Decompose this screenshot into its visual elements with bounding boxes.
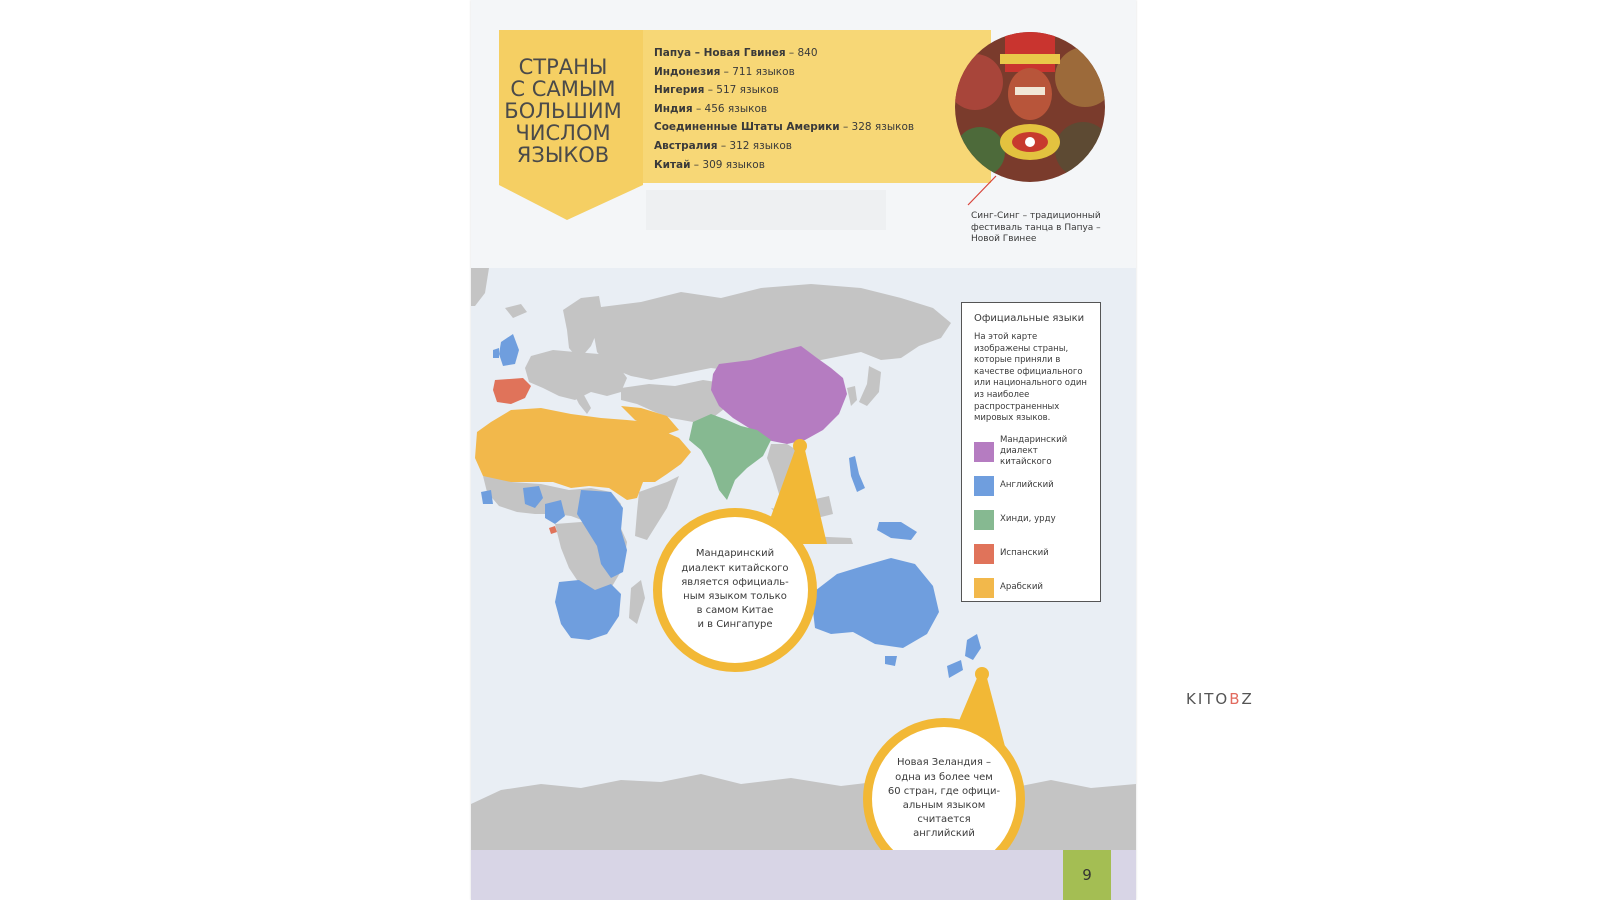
page-number: 9 (1063, 850, 1111, 900)
legend-label: Английский (1000, 480, 1054, 491)
title-line: ЯЗЫКОВ (516, 143, 610, 167)
legend-label: Хинди, урду (1000, 514, 1056, 525)
legend-item-hindi-urdu (974, 503, 1088, 537)
legend-swatch (974, 476, 994, 496)
legend-item-mandarin (974, 435, 1088, 469)
title-line: БОЛЬШИМ (504, 99, 622, 123)
mandarin-callout (653, 508, 817, 672)
watermark-part: B (1229, 690, 1242, 708)
legend-title: Официальные языки (974, 313, 1085, 324)
legend-label: Испанский (1000, 548, 1049, 559)
page-footer-band (471, 850, 1136, 900)
map-legend (961, 302, 1101, 602)
ranking-value: – 517 языков (704, 84, 779, 97)
legend-item-arabic (974, 571, 1088, 605)
photo-caption: Синг-Синг – традиционный фестиваль танца в Папуа – Новой Гвинее (971, 211, 1101, 244)
ranking-country: Папуа – Новая Гвинея (654, 47, 786, 59)
ranking-country: Нигерия (654, 84, 705, 97)
ranking-country: Китай (654, 158, 691, 171)
ranking-country: Индонезия (654, 65, 721, 78)
legend-label: Мандаринский диалект китайского (1000, 435, 1068, 468)
mandarin-callout-text: Мандаринский диалект китайского является официаль- ным языком только в самом Китае и в Сингапуре (681, 548, 789, 631)
top-banner (471, 0, 1136, 260)
ranking-value: – 456 языков (692, 102, 768, 115)
watermark-logo (1186, 690, 1254, 708)
ranking-value: – 840 (785, 47, 818, 59)
title-line: СТРАНЫ (518, 55, 608, 79)
legend-item-english (974, 469, 1088, 503)
new-zealand-callout-text: Новая Зеландия – одна из более чем 60 стран, где офици- альным языком считается английский (887, 757, 1001, 840)
legend-swatch (974, 544, 994, 564)
ranking-value: – 328 языков (839, 121, 915, 134)
ranking-country: Соединенные Штаты Америки (654, 121, 840, 134)
ranking-value: – 309 языков (690, 158, 765, 171)
legend-label: Арабский (1000, 582, 1043, 593)
title-line: С САМЫМ (510, 77, 616, 101)
watermark-part: Z (1241, 690, 1254, 708)
ranking-value: – 312 языков (717, 139, 792, 152)
ranking-country: Индия (654, 102, 693, 115)
ranking-value: – 711 языков (720, 65, 795, 78)
legend-swatch (974, 510, 994, 530)
title-line: ЧИСЛОМ (515, 121, 611, 145)
legend-swatch (974, 442, 994, 462)
legend-swatch (974, 578, 994, 598)
ranking-country: Австралия (654, 139, 718, 152)
watermark-part: KITO (1186, 690, 1230, 708)
legend-item-spanish (974, 537, 1088, 571)
book-page (471, 0, 1136, 900)
legend-description: На этой карте изображены страны, которые приняли в качестве официального или национального один из наиболее распространенных мировых языков. (974, 332, 1087, 424)
